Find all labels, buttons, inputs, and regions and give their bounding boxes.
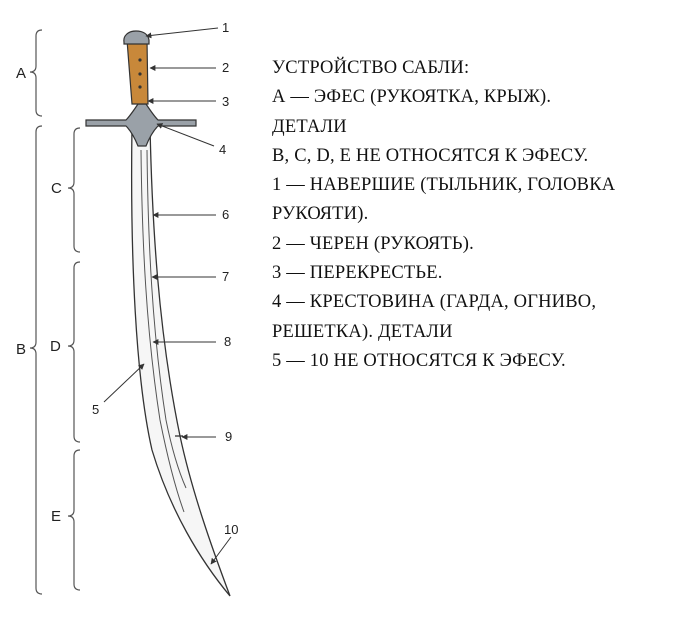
legend-line: А — ЭФЕС (РУКОЯТКА, КРЫЖ).: [272, 87, 552, 108]
leader-4: [157, 124, 214, 146]
part-label-4: 4: [219, 142, 227, 157]
part-label-10: 10: [224, 522, 239, 537]
legend-line: B, C, D, E НЕ ОТНОСЯТСЯ К ЭФЕСУ.: [272, 145, 589, 166]
legend-line: РЕШЕТКА). ДЕТАЛИ: [272, 321, 453, 342]
saber-crossguard: [86, 104, 196, 146]
saber-pommel: [124, 31, 149, 44]
part-label-2: 2: [222, 60, 230, 75]
section-label-c: C: [51, 180, 62, 197]
part-label-3: 3: [222, 94, 230, 109]
brace-e: [68, 450, 80, 590]
legend-text: [272, 54, 697, 376]
brace-a: [30, 30, 42, 116]
legend-line: 4 — КРЕСТОВИНА (ГАРДА, ОГНИВО,: [272, 292, 597, 313]
legend-line: 5 — 10 НЕ ОТНОСЯТСЯ К ЭФЕСУ.: [272, 350, 566, 371]
part-label-9: 9: [225, 429, 233, 444]
section-label-a: A: [16, 65, 27, 82]
legend-line: 2 — ЧЕРЕН (РУКОЯТЬ).: [272, 233, 474, 254]
legend-line: 1 — НАВЕРШИЕ (ТЫЛЬНИК, ГОЛОВКА: [272, 175, 616, 196]
legend-line: 3 — ПЕРЕКРЕСТЬЕ.: [272, 263, 443, 284]
section-label-b: B: [16, 341, 27, 358]
legend-heading: УСТРОЙСТВО САБЛИ:: [272, 58, 470, 78]
brace-b: [30, 126, 42, 594]
section-label-e: E: [51, 508, 62, 525]
brace-d: [68, 262, 80, 442]
part-label-5: 5: [92, 402, 100, 417]
grip-rivet: [138, 58, 141, 61]
leader-5: [104, 364, 144, 402]
part-label-1: 1: [222, 20, 230, 35]
grip-rivet: [138, 72, 141, 75]
section-label-d: D: [50, 338, 61, 355]
leader-1: [146, 28, 218, 36]
legend-line: РУКОЯТИ).: [272, 204, 369, 225]
part-label-8: 8: [224, 334, 232, 349]
brace-c: [68, 128, 80, 252]
part-label-7: 7: [222, 269, 230, 284]
grip-rivet: [138, 85, 141, 88]
saber-grip: [127, 40, 148, 104]
part-label-6: 6: [222, 207, 230, 222]
legend-line: ДЕТАЛИ: [272, 116, 347, 137]
